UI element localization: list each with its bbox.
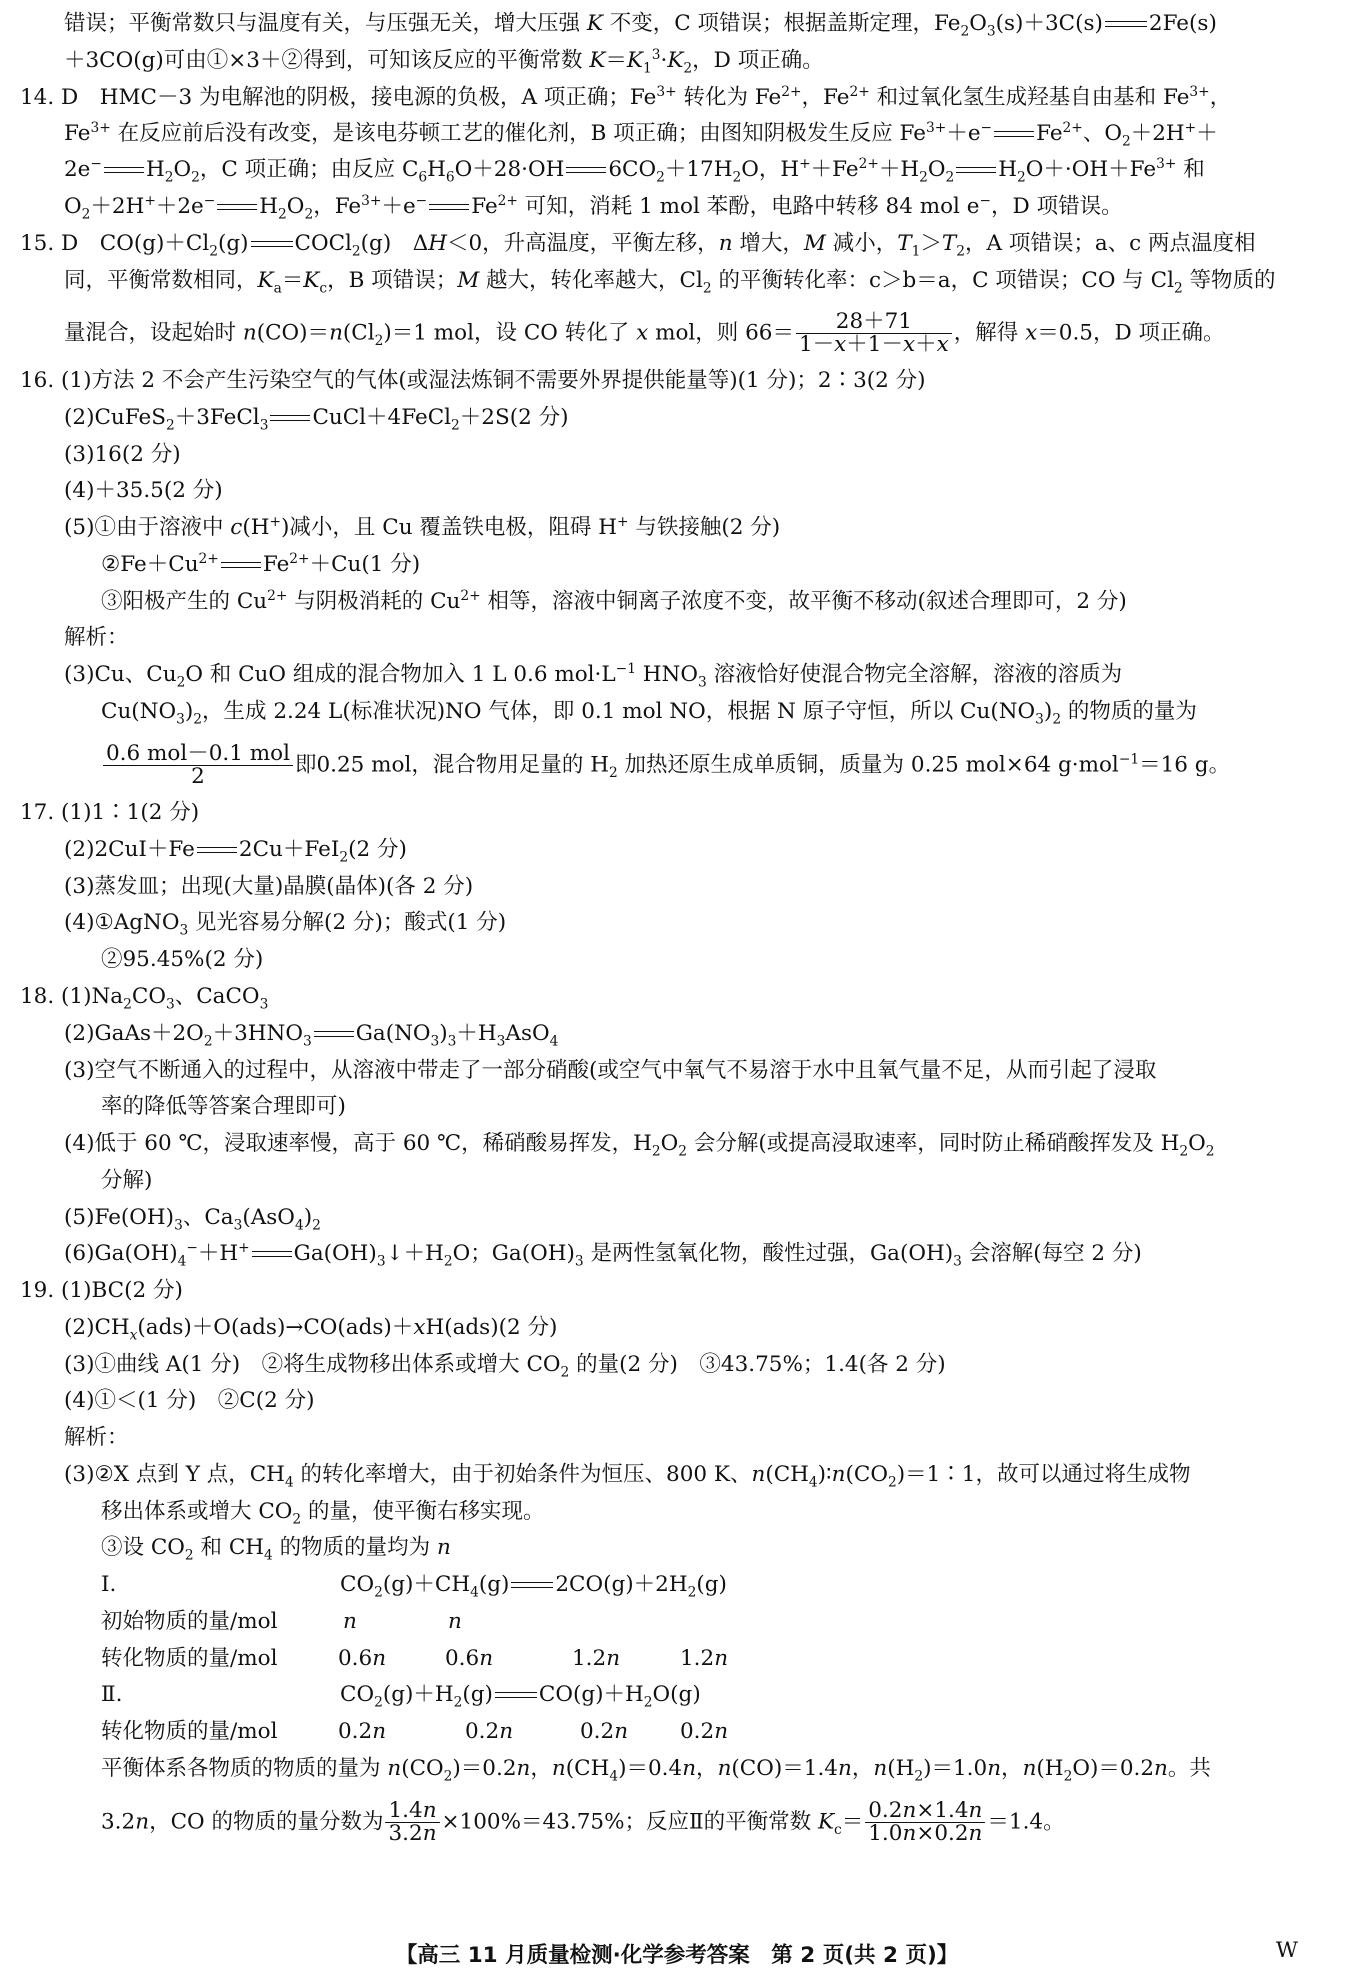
text-line: 平衡体系各物质的物质的量为 $n(CO_2)=0.2n$，$n(CH_4)=0.4n$，n(CO)＝1.4n，$n(H_2)=1.0n$，$n(H_2O)=0.2n$。共 [101, 1756, 1211, 1785]
page-footer: 【高三 11 月质量检测·化学参考答案 第 2 页(共 2 页)】 [395, 1943, 959, 1968]
text-line: (3)16(2 分) [64, 442, 181, 467]
text-line: 分解) [101, 1168, 153, 1193]
text-line: 16. (1)方法 2 不会产生污染空气的气体(或湿法炼铜不需要外界提供能量等)(1 分)；2∶3(2 分) [20, 368, 926, 393]
text-line: $Fe^{3+}$ 在反应前后没有改变，是该电芬顿工艺的催化剂，B 项正确；由图知阴极发生反应 $Fe^{3+}+e^-$ $Fe^{2+}$、$O_2+2H^++$ [64, 119, 1218, 150]
text-line: 0.2n [680, 1719, 729, 1744]
text-line: (3)空气不断通入的过程中，从溶液中带走了一部分硝酸(或空气中氧气不易溶于水中且氧气量不足，从而引起了浸取 [64, 1058, 1157, 1083]
text-line: ③设 $CO_2$ 和 $CH_4$ 的物质的量均为 n [101, 1535, 451, 1564]
text-line: 0.2n [465, 1719, 514, 1744]
text-line: $(2)GaAs+2O_2+3HNO_3$ $Ga(NO_3)_3+H_3AsO_4$ [64, 1021, 559, 1050]
text-line: Ⅱ. [101, 1682, 123, 1707]
text-line: 错误；平衡常数只与温度有关，与压强无关，增大压强 K 不变，C 项错误；根据盖斯定理，$Fe_2O_3(s)+3C(s)$ 2Fe(s) [64, 11, 1217, 40]
text-line: 3.2n，CO 的物质的量分数为 $\frac{1.4n}{3.2n}$ ×100%＝43.75%；反应Ⅱ的平衡常数 $K_c=$ $\frac{0.2n\times 1.4n}{1.0n\times 0.2n}$ ＝1.4。 [101, 1798, 1065, 1846]
text-line: 1.2n [680, 1646, 729, 1671]
text-line: 转化物质的量/mol [101, 1719, 278, 1744]
text-line: $CO_2(g)+H_2(g)$ $CO(g)+H_2O(g)$ [340, 1682, 701, 1711]
text-line: 19. (1)BC(2 分) [20, 1278, 183, 1303]
text-line: $\frac{\text{0.6 mol－0.1 mol}}{2}$ 即0.25 mol，混合物用足量的 $H_2$ 加热还原生成单质铜，质量为 0.25 mol×64 g·mol$^{-1}$＝16 g。 [101, 743, 1230, 775]
text-line: (4)低于 60 ℃，浸取速率慢，高于 60 ℃，稀硝酸易挥发，$H_2O_2$ 会分解(或提高浸取速率，同时防止稀硝酸挥发及 $H_2O_2$ [64, 1131, 1215, 1160]
text-line: 17. (1)1∶1(2 分) [20, 800, 200, 825]
text-line: 转化物质的量/mol [101, 1646, 278, 1671]
text-line: 解析： [64, 1425, 129, 1450]
text-line: (3)蒸发皿；出现(大量)晶膜(晶体)(各 2 分) [64, 874, 474, 899]
text-line: 0.2n [580, 1719, 629, 1744]
text-line: (2)CuFeS$_2$＋3FeCl$_3$ CuCl＋4FeCl$_2$＋2S(2 分) [64, 405, 569, 434]
text-line: $(5)Fe(OH)_3$、$Ca_3(AsO_4)_2$ [64, 1205, 321, 1234]
text-line: 同，平衡常数相同，$K_a=K_c$，B 项错误；M 越大，转化率越大，$Cl_2$ 的平衡转化率：c＞b＝a，C 项错误；CO 与 $Cl_2$ 等物质的 [64, 268, 1276, 297]
text-line: $O_2+2H^++2e^-$ $H_2O_2$，$Fe^{3+}+e^-$ $Fe^{2+}$ 可知，消耗 1 mol 苯酚，电路中转移 84 mol e−，D 项错误。 [64, 192, 1123, 223]
text-line: (3)①曲线 A(1 分) ②将生成物移出体系或增大 $CO_2$ 的量(2 分) ③43.75%；1.4(各 2 分) [64, 1352, 946, 1381]
text-line: $②Fe+Cu^{2+}$ $Fe^{2+}+Cu(1$ 分) [101, 550, 421, 577]
text-line: (4)①＜(1 分) ②C(2 分) [64, 1388, 315, 1413]
text-line: 15. D $CO(g)+Cl_2(g)$ COCl$_2$(g) ΔH＜0，升高温度，平衡左移，n 增大，M 减小，$T_1>T_2$，A 项错误；a、c 两点温度相 [20, 231, 1256, 260]
text-line: 1.2n [572, 1646, 621, 1671]
text-line: 0.6n [338, 1646, 387, 1671]
text-line: 14. D HMC－3 为电解池的阴极，接电源的负极，A 项正确；$Fe^{3+}$ 转化为 $Fe^{2+}$，$Fe^{2+}$ 和过氧化氢生成羟基自由基和 $Fe^{3+}$， [20, 83, 1232, 110]
text-line: $Cu(NO_3)_2$，生成 2.24 L(标准状况)NO 气体，即 0.1 mol NO，根据 N 原子守恒，所以 $Cu(NO_3)_2$ 的物质的量为 [101, 699, 1197, 728]
corner-mark: W [1275, 1938, 1298, 1963]
text-line: 解析： [64, 625, 129, 650]
text-line: (5)①由于溶液中 c(H+)减小，且 Cu 覆盖铁电极，阻碍 H+ 与铁接触(2 分) [64, 513, 781, 540]
text-line: Ⅰ. [101, 1572, 117, 1597]
text-line: 率的降低等答案合理即可) [101, 1094, 346, 1119]
text-line: 初始物质的量/mol [101, 1609, 278, 1634]
text-line: ＋3CO(g)可由①×3＋②得到，可知该反应的平衡常数 $K=K_1^3\cdot K_2$，D 项正确。 [64, 46, 824, 77]
text-line: 0.6n [445, 1646, 494, 1671]
text-line: ②95.45%(2 分) [101, 947, 264, 972]
text-line: (2)2CuI＋Fe 2Cu＋FeI$_2$(2 分) [64, 837, 407, 866]
text-line: 2e− $H_2O_2$，C 项正确；由反应 $C_6H_6O+28\cdot OH$ $6CO_2+17H_2O$，$H^++Fe^{2+}+H_2O_2$ $H_2O+\cdot OH+Fe^{3+}$ 和 [64, 155, 1205, 186]
text-line: $(6)Ga(OH)_4^-+H^+$ $Ga(OH)_3↓+H_2O$；$Ga(OH)_3$ 是两性氢氧化物，酸性过强，$Ga(OH)_3$ 会溶解(每空 2 分) [64, 1239, 1142, 1270]
text-line: (4)＋35.5(2 分) [64, 478, 223, 503]
text-line: 18. $(1)Na_2CO_3$、CaCO$_3$ [20, 984, 269, 1013]
text-line: 移出体系或增大 $CO_2$ 的量，使平衡右移实现。 [101, 1499, 545, 1528]
text-line: (3)②X 点到 Y 点，$CH_4$ 的转化率增大，由于初始条件为恒压、800 K、$n(CH_4)∶n(CO_2)=1∶1$，故可以通过将生成物 [64, 1462, 1191, 1491]
text-line: n [343, 1609, 357, 1634]
text-line: $CO_2(g)+CH_4(g)$ $2CO(g)+2H_2(g)$ [340, 1572, 727, 1601]
text-line: (4)①AgNO$_3$ 见光容易分解(2 分)；酸式(1 分) [64, 910, 507, 939]
text-line: n [448, 1609, 462, 1634]
text-line: 量混合，设起始时 $n(CO)=n(Cl_2)=1$ mol，设 CO 转化了 x mol，则 66＝ $\frac{28+71}{1-x+1-x+x}$ ，解得 x＝0.5，D 项正确。 [64, 309, 1225, 357]
text-line: (3)Cu、$Cu_2O$ 和 CuO 组成的混合物加入 1 L 0.6 $mol\cdot L^{-1}$ $HNO_3$ 溶液恰好使混合物完全溶解，溶液的溶质为 [64, 660, 1123, 691]
text-line: $(2)CH_x(ads)+O(ads)\to CO(ads)+xH(ads)(2$ 分) [64, 1315, 558, 1344]
text-line: 0.2n [338, 1719, 387, 1744]
text-line: ③阳极产生的 $Cu^{2+}$ 与阴极消耗的 $Cu^{2+}$ 相等，溶液中铜离子浓度不变，故平衡不移动(叙述合理即可，2 分) [101, 587, 1127, 614]
